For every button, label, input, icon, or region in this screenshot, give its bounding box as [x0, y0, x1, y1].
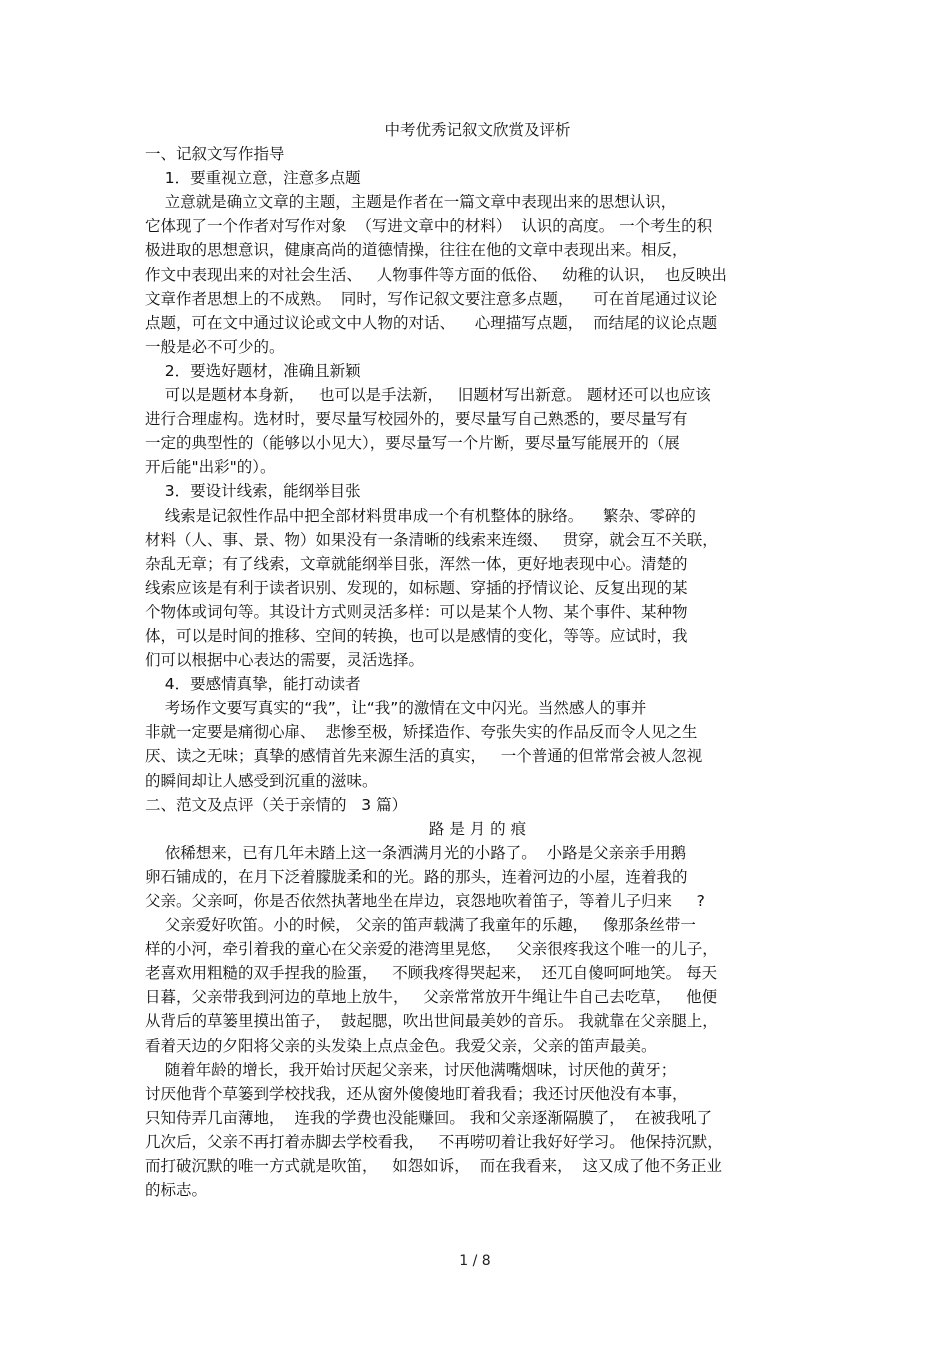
text-line: 1．要重视立意，注意多点题 [145, 169, 361, 188]
text-line: 作文中表现出来的对社会生活、 人物事件等方面的低俗、 幼稚的认识， 也反映出 [145, 265, 727, 284]
page-number: 1 / 8 [459, 1253, 491, 1269]
document-title: 中考优秀记叙文欣赏及评析 [384, 121, 571, 139]
text-line: 二、范文及点评（关于亲情的 3 篇） [145, 795, 408, 814]
text-line: 一、记叙文写作指导 [145, 145, 285, 164]
text-line: 日暮，父亲带我到河边的草地上放牛， 父亲常常放开牛绳让牛自己去吃草， 他便 [145, 988, 718, 1007]
text-line: 非就一定要是痛彻心扉、 悲惨至极，矫揉造作、夸张失实的作品反而令人见之生 [145, 723, 698, 742]
text-line: 样的小河，牵引着我的童心在父亲爱的港湾里晃悠， 父亲很疼我这个唯一的儿子， [145, 940, 718, 959]
text-line: 杂乱无章；有了线索，文章就能纲举目张，浑然一体，更好地表现中心。清楚的 [145, 554, 688, 573]
text-line: 线索是记叙性作品中把全部材料贯串成一个有机整体的脉络。 繁杂、零碎的 [145, 506, 696, 525]
text-line: 的标志。 [145, 1181, 208, 1200]
text-line: 线索应该是有利于读者识别、发现的，如标题、穿插的抒情议论、反复出现的某 [145, 578, 688, 597]
text-line: 父亲爱好吹笛。小的时候， 父亲的笛声载满了我童年的乐趣， 像那条丝带一 [145, 916, 696, 935]
text-line: 极进取的思想意识，健康高尚的道德情操，往往在他的文章中表现出来。相反， [145, 241, 688, 260]
text-line: 的瞬间却让人感受到沉重的滋味。 [145, 771, 378, 790]
text-line: 看着天边的夕阳将父亲的头发染上点点金色。我爱父亲，父亲的笛声最美。 [145, 1036, 657, 1055]
text-line: 只知侍弄几亩薄地， 连我的学费也没能赚回。 我和父亲逐渐隔膜了， 在被我吼了 [145, 1108, 713, 1127]
text-line: 厌、读之无味；真挚的感情首先来源生活的真实， 一个普通的但常常会被人忽视 [145, 747, 703, 766]
text-line: 立意就是确立文章的主题，主题是作者在一篇文章中表现出来的思想认识， [145, 193, 677, 212]
text-line: 文章作者思想上的不成熟。 同时，写作记叙文要注意多点题， 可在首尾通过议论 [145, 289, 718, 308]
text-line: 一般是必不可少的。 [145, 337, 285, 356]
text-line: 父亲。父亲呵，你是否依然执著地坐在岸边，哀怨地吹着笛子，等着儿子归来 ? [145, 892, 705, 910]
text-line: 考场作文要写真实的“我”，让“我”的激情在文中闪光。当然感人的事并 [145, 699, 647, 718]
text-line: 开后能"出彩"的）。 [145, 458, 276, 477]
text-line: 可以是题材本身新， 也可以是手法新， 旧题材写出新意。 题材还可以也应该 [145, 386, 711, 405]
text-line: 材料（人、事、景、物）如果没有一条清晰的线索来连缀、 贯穿，就会互不关联， [145, 530, 718, 549]
text-line: 一定的典型性的（能够以小见大），要尽量写一个片断，要尽量写能展开的（展 [145, 434, 680, 453]
text-line: 讨厌他背个草篓到学校找我，还从窗外傻傻地盯着我看；我还讨厌他没有本事， [145, 1084, 688, 1103]
text-line: 依稀想来，已有几年未踏上这一条洒满月光的小路了。 小路是父亲亲手用鹅 [145, 843, 687, 862]
text-line: 点题，可在文中通过议论或文中人物的对话、 心理描写点题， 而结尾的议论点题 [145, 313, 718, 332]
text-line: 卵石铺成的，在月下泛着朦胧柔和的光。路的那头，连着河边的小屋，连着我的 [145, 867, 688, 886]
text-line: 几次后，父亲不再打着赤脚去学校看我， 不再唠叨着让我好好学习。 他保持沉默， [145, 1132, 723, 1151]
text-line: 而打破沉默的唯一方式就是吹笛， 如怨如诉， 而在我看来， 这又成了他不务正业 [145, 1157, 722, 1176]
document-body [145, 118, 810, 1202]
text-line: 们可以根据中心表达的需要，灵活选择。 [145, 651, 425, 670]
text-line: 路 是 月 的 痕 [428, 819, 527, 838]
text-line: 个物体或词句等。其设计方式则灵活多样：可以是某个人物、某个事件、某种物 [145, 602, 688, 621]
text-line: 老喜欢用粗糙的双手捏我的脸蛋， 不顾我疼得哭起来， 还兀自傻呵呵地笑。 每天 [145, 964, 718, 983]
text-line: 4．要感情真挚，能打动读者 [145, 675, 361, 694]
text-line: 体，可以是时间的推移、空间的转换，也可以是感情的变化，等等。应试时，我 [145, 626, 688, 645]
text-line: 2．要选好题材，准确且新颖 [145, 361, 361, 380]
text-line: 3．要设计线索，能纲举目张 [145, 482, 361, 501]
text-line: 进行合理虚构。选材时，要尽量写校园外的，要尽量写自己熟悉的，要尽量写有 [145, 410, 688, 429]
text-line: 从背后的草篓里摸出笛子， 鼓起腮，吹出世间最美妙的音乐。 我就靠在父亲腿上， [145, 1012, 718, 1031]
text-line: 它体现了一个作者对写作对象 （写进文章中的材料） 认识的高度。 一个考生的积 [145, 217, 713, 236]
text-line: 随着年龄的增长，我开始讨厌起父亲来，讨厌他满嘴烟味，讨厌他的黄牙； [145, 1060, 677, 1079]
